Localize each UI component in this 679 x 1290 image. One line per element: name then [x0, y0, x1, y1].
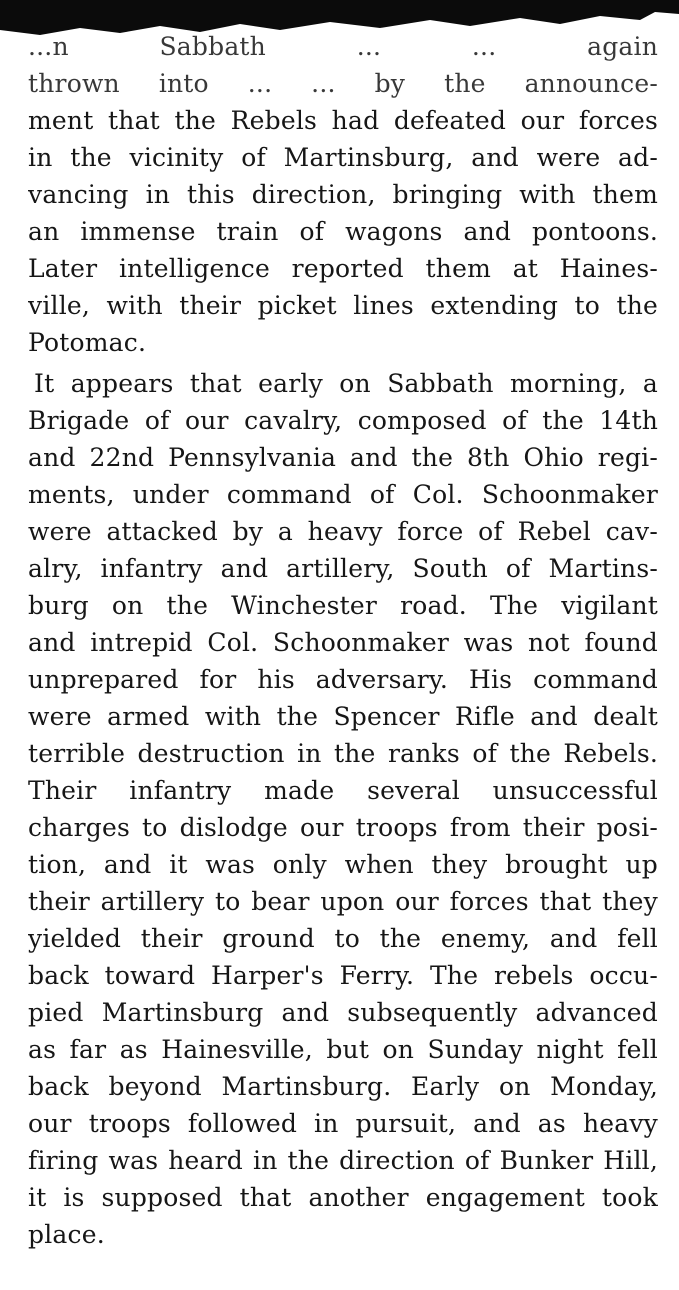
text-line: ...n Sabbath ... ... again	[28, 32, 658, 61]
text-line: were attacked by a heavy force of Rebel cav-	[28, 517, 658, 546]
text-line: ments, under command of Col. Schoonmaker	[28, 480, 658, 509]
text-line: Brigade of our cavalry, composed of the 14th	[28, 406, 658, 435]
text-line: unprepared for his adversary. His command	[28, 665, 658, 694]
text-line: Their infantry made several unsuccessful	[28, 776, 658, 805]
text-line: tion, and it was only when they brought up	[28, 850, 658, 879]
text-line: It appears that early on Sabbath morning, a	[34, 369, 658, 398]
text-line: were armed with the Spencer Rifle and dealt	[28, 702, 658, 731]
text-line: ment that the Rebels had defeated our forces	[28, 106, 658, 135]
text-line: Later intelligence reported them at Haines-	[28, 254, 658, 283]
article-column	[28, 28, 658, 1253]
text-line: burg on the Winchester road. The vigilant	[28, 591, 658, 620]
text-line: ville, with their picket lines extending to the	[28, 291, 658, 320]
text-line: our troops followed in pursuit, and as heavy	[28, 1109, 658, 1138]
text-line: back toward Harper's Ferry. The rebels occu-	[28, 961, 658, 990]
text-line: Potomac.	[28, 328, 147, 357]
text-line: an immense train of wagons and pontoons.	[28, 217, 658, 246]
text-line: and intrepid Col. Schoonmaker was not found	[28, 628, 658, 657]
text-line: back beyond Martinsburg. Early on Monday,	[28, 1072, 658, 1101]
text-line: it is supposed that another engagement took	[28, 1183, 658, 1212]
text-line: alry, infantry and artillery, South of Martins-	[28, 554, 658, 583]
text-line: pied Martinsburg and subsequently advanced	[28, 998, 658, 1027]
text-line: in the vicinity of Martinsburg, and were ad-	[28, 143, 658, 172]
text-line: thrown into ... ... by the announce-	[28, 69, 658, 98]
text-line: charges to dislodge our troops from their posi-	[28, 813, 658, 842]
text-line: and 22nd Pennsylvania and the 8th Ohio regi-	[28, 443, 658, 472]
paragraph-1	[28, 28, 658, 361]
text-line: place.	[28, 1220, 105, 1249]
text-line: firing was heard in the direction of Bunker Hill,	[28, 1146, 658, 1175]
text-line: yielded their ground to the enemy, and fell	[28, 924, 658, 953]
text-line: their artillery to bear upon our forces that they	[28, 887, 658, 916]
text-line: vancing in this direction, bringing with them	[28, 180, 658, 209]
text-line: terrible destruction in the ranks of the Rebels.	[28, 739, 658, 768]
paragraph-2	[28, 365, 658, 1253]
text-line: as far as Hainesville, but on Sunday night fell	[28, 1035, 658, 1064]
